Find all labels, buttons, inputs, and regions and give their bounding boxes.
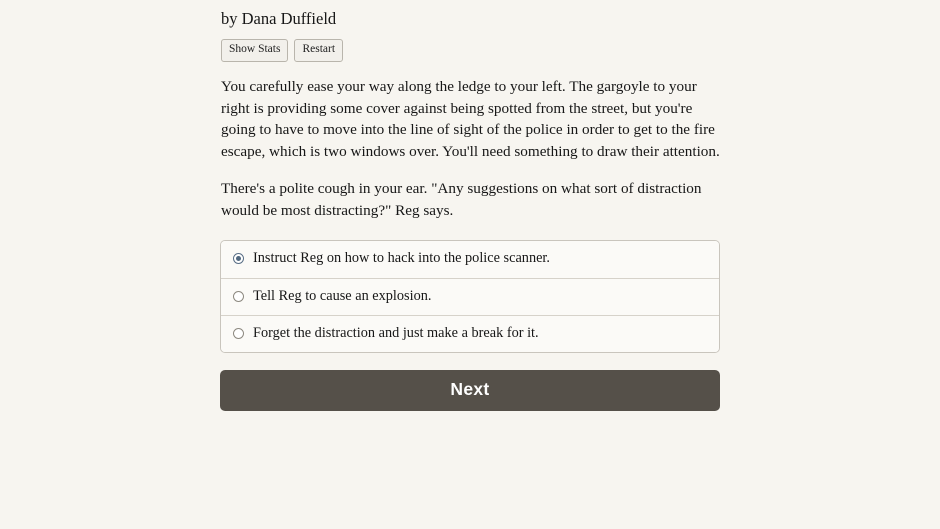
radio-icon-2[interactable] bbox=[233, 291, 244, 302]
choice-label-3: Forget the distraction and just make a break for it. bbox=[253, 324, 539, 341]
restart-button[interactable]: Restart bbox=[294, 39, 343, 62]
show-stats-button[interactable]: Show Stats bbox=[221, 39, 288, 62]
choice-list bbox=[220, 240, 720, 352]
story-paragraph-2: There's a polite cough in your ear. "Any suggestions on what sort of distraction would be most distracting?" Reg says. bbox=[221, 179, 702, 219]
choice-label-2: Tell Reg to cause an explosion. bbox=[253, 287, 432, 304]
next-button[interactable]: Next bbox=[220, 370, 720, 411]
choice-label-1: Instruct Reg on how to hack into the police scanner. bbox=[253, 250, 550, 267]
choice-option-3[interactable] bbox=[221, 316, 719, 352]
choice-option-2[interactable] bbox=[221, 279, 719, 316]
game-page bbox=[220, 0, 720, 411]
radio-icon-3[interactable] bbox=[233, 328, 244, 339]
author-byline: by Dana Duffield bbox=[221, 9, 337, 28]
game-toolbar bbox=[221, 39, 720, 62]
radio-icon-1[interactable] bbox=[233, 253, 244, 264]
story-paragraph-1: You carefully ease your way along the ledge to your left. The gargoyle to your right is providing some cover against being spotted from the street, but you're going to have to move into the line of sight of the police in order to get to the fire escape, which is two windows over. You'll need something to draw their attention. bbox=[221, 77, 720, 161]
choice-option-1[interactable] bbox=[221, 241, 719, 278]
